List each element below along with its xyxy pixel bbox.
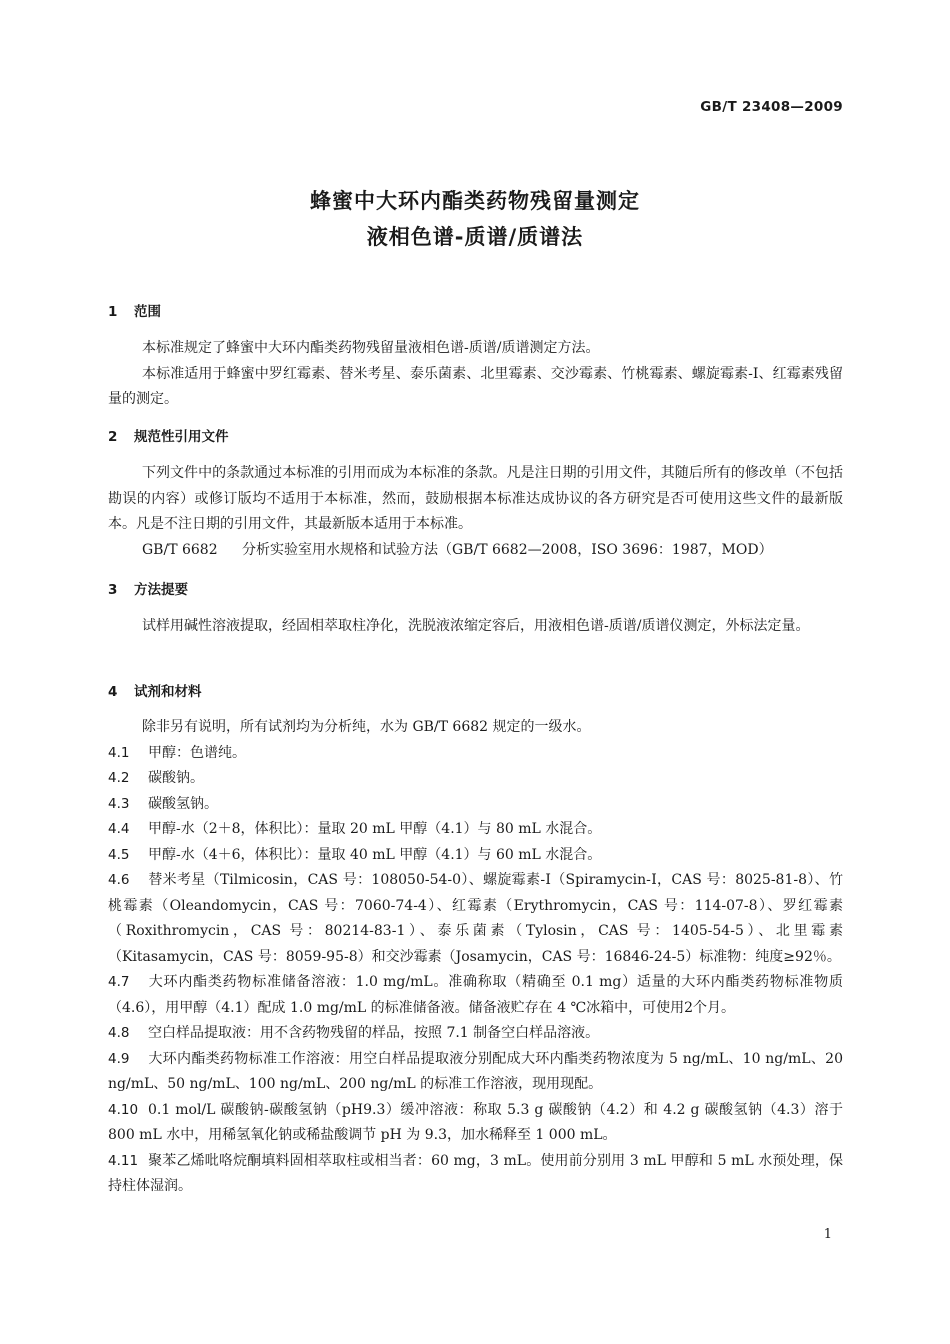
item-number: 4.10 [108,1101,139,1118]
item-number: 4.1 [108,744,130,761]
list-item [108,741,843,767]
item-text: 聚苯乙烯吡咯烷酮填料固相萃取柱或相当者：60 mg，3 mL。使用前分别用 3 mL 甲醇和 5 mL 水预处理，保持柱体湿润。 [108,1152,843,1194]
item-number: 4.6 [108,872,130,888]
document-title-line2: 液相色谱-质谱/质谱法 [366,225,584,249]
section-number: 3 [108,582,118,598]
item-text: 甲醇-水（2＋8，体积比）：量取 20 mL 甲醇（4.1）与 80 mL 水混合。 [148,821,602,837]
list-item [108,868,843,970]
section-3-heading [108,578,188,604]
item-number: 4.9 [108,1050,130,1067]
item-text: 碳酸钠。 [148,770,204,786]
paragraph: 除非另有说明，所有试剂均为分析纯，水为 GB/T 6682 规定的一级水。 [142,719,591,735]
item-number: 4.8 [108,1025,130,1041]
section-title: 方法提要 [134,582,188,598]
paragraph: 试样用碱性溶液提取，经固相萃取柱净化，洗脱液浓缩定容后，用液相色谱-质谱/质谱仪测定，外标法定量。 [142,618,810,634]
list-item [108,792,843,818]
item-text: 甲醇：色谱纯。 [148,744,246,761]
item-number: 4.3 [108,795,130,812]
section-4-heading [108,680,202,706]
paragraph: 本标准适用于蜂蜜中罗红霉素、替米考星、泰乐菌素、北里霉素、交沙霉素、竹桃霉素、螺旋霉素-I、红霉素残留量的测定。 [108,365,843,407]
item-number: 4.5 [108,846,130,863]
list-item [108,843,843,869]
paragraph: 本标准规定了蜂蜜中大环内酯类药物残留量液相色谱-质谱/质谱测定方法。 [142,340,600,356]
item-text: 甲醇-水（4＋6，体积比）：量取 40 mL 甲醇（4.1）与 60 mL 水混合。 [148,846,602,863]
section-title: 规范性引用文件 [134,429,229,445]
item-number: 4.11 [108,1152,139,1169]
item-number: 4.7 [108,974,130,990]
list-item [108,1047,843,1098]
document-title-line1: 蜂蜜中大环内酯类药物残留量测定 [310,189,640,213]
list-item [108,970,843,1021]
standard-code: GB/T 23408—2009 [700,99,843,115]
list-item [108,1098,843,1149]
reference-code: GB/T 6682 [142,541,218,558]
section-number: 4 [108,684,118,700]
section-4-body [108,715,843,1200]
item-text: 0.1 mol/L 碳酸钠-碳酸氢钠（pH9.3）缓冲溶液：称取 5.3 g 碳酸钠（4.2）和 4.2 g 碳酸氢钠（4.3）溶于 800 mL 水中，用稀氢氧化钠或稀盐酸调节 pH 为 9.3，加水稀释至 1 000 mL。 [108,1101,843,1143]
section-1-heading [108,300,161,326]
section-number: 1 [108,304,118,320]
item-number: 4.4 [108,821,130,837]
item-text: 替米考星（Tilmicosin，CAS 号：108050-54-0）、螺旋霉素-Ⅰ（Spiramycin-Ⅰ，CAS 号：8025-81-8）、竹桃霉素（Oleandomycin，CAS 号：7060-74-4）、红霉素（Erythromycin，CAS 号：114-07-8）、罗红霉素（Roxithromycin，CAS 号：80214-83-1）、泰乐菌素（Tylosin，CAS 号：1405-54-5）、北里霉素（Kitasamycin，CAS 号：8059-95-8）和交沙霉素（Josamycin，CAS 号：16846-24-5）标准物：纯度≥92％。 [108,872,843,965]
item-text: 大环内酯类药物标准工作溶液：用空白样品提取液分别配成大环内酯类药物浓度为 5 ng/mL、10 ng/mL、20 ng/mL、50 ng/mL、100 ng/mL、200 ng/mL 的标准工作溶液，现用现配。 [108,1050,843,1092]
item-text: 碳酸氢钠。 [148,795,218,812]
item-text: 空白样品提取液：用不含药物残留的样品，按照 7.1 制备空白样品溶液。 [148,1025,600,1041]
list-item [108,766,843,792]
list-item [108,1149,843,1200]
normative-reference [108,538,843,564]
item-number: 4.2 [108,770,130,786]
item-text: 大环内酯类药物标准储备溶液：1.0 mg/mL。准确称取（精确至 0.1 mg）适量的大环内酯类药物标准物质（4.6），用甲醇（4.1）配成 1.0 mg/mL 的标准储备液。储备液贮存在 4 ℃冰箱中，可使用2个月。 [108,974,843,1016]
section-2-heading [108,425,229,451]
list-item [108,817,843,843]
section-title: 试剂和材料 [134,684,202,700]
section-title: 范围 [134,304,161,320]
list-item [108,1021,843,1047]
section-1-body [108,336,843,413]
paragraph: 下列文件中的条款通过本标准的引用而成为本标准的条款。凡是注日期的引用文件，其随后所有的修改单（不包括勘误的内容）或修订版均不适用于本标准，然而，鼓励根据本标准达成协议的各方研究是否可使用这些文件的最新版本。凡是不注日期的引用文件，其最新版本适用于本标准。 [108,465,843,532]
section-3-body [108,614,843,640]
section-number: 2 [108,429,118,445]
page-number: 1 [823,1227,832,1242]
reference-title: 分析实验室用水规格和试验方法（GB/T 6682—2008，ISO 3696：1987，MOD） [242,541,773,558]
section-2-body [108,461,843,563]
